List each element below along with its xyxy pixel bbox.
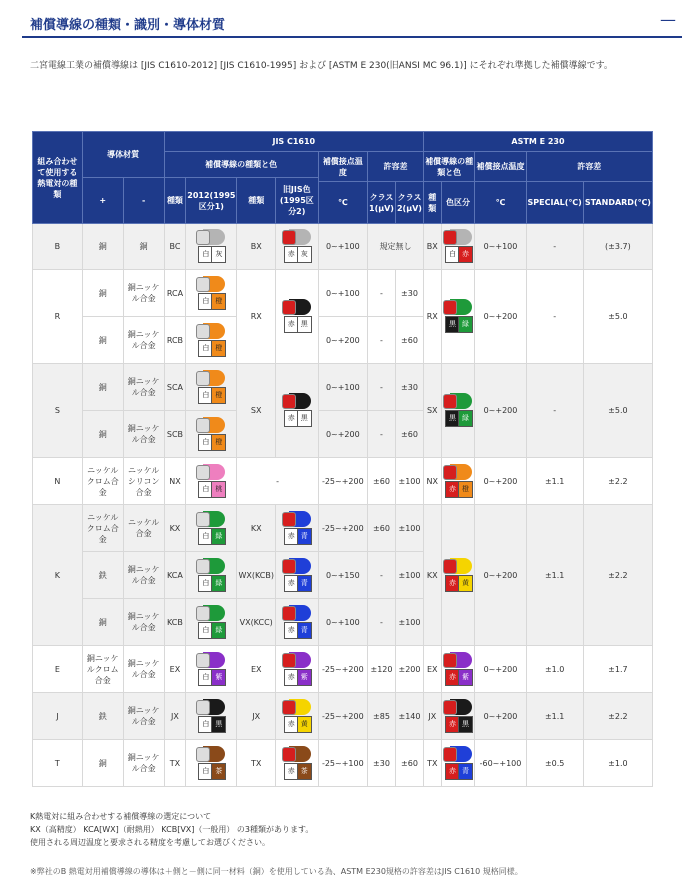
plus-material: ニッケルクロム合金: [82, 458, 123, 505]
plus-material: 銅: [82, 364, 123, 411]
tc-type: E: [33, 646, 83, 693]
jis-temp: -25~+200: [318, 693, 367, 740]
astm-special: ±1.0: [526, 646, 583, 693]
jis-tolerance: 規定無し: [368, 224, 424, 270]
section-title: 補償導線の種類・識別・導体材質: [30, 18, 226, 33]
jis-type-old: -: [237, 458, 318, 505]
jis-temp: 0~+150: [318, 552, 367, 599]
jis-class1: -: [368, 552, 396, 599]
wire-swatch-yellow: 赤 黄: [282, 699, 312, 734]
astm-standard: ±5.0: [583, 270, 652, 364]
wire-swatch-astm-t: 赤 青: [443, 746, 473, 781]
jis-type-old: RX: [237, 270, 276, 364]
wire-swatch-purple: 白 紫: [196, 652, 226, 687]
wire-swatch-blue: 赤 青: [282, 605, 312, 640]
jis-class2: ±60: [395, 317, 423, 364]
astm-special: -: [526, 270, 583, 364]
header-astm-type: 種類: [423, 182, 441, 224]
tc-type: B: [33, 224, 83, 270]
jis-class2: ±30: [395, 270, 423, 317]
jis-class2: ±140: [395, 693, 423, 740]
header-standard: STANDARD(℃): [583, 182, 652, 224]
astm-standard: ±5.0: [583, 364, 652, 458]
jis-type-2012: SCA: [164, 364, 186, 411]
jis-temp: 0~+200: [318, 411, 367, 458]
header-astm: ASTM E 230: [423, 132, 652, 152]
plus-material: 銅: [82, 224, 123, 270]
header-jis-type-color: 補償導線の種類と色: [164, 152, 318, 178]
astm-type: NX: [423, 458, 441, 505]
astm-special: ±1.1: [526, 693, 583, 740]
astm-standard: (±3.7): [583, 224, 652, 270]
header-special: SPECIAL(℃): [526, 182, 583, 224]
wire-swatch-green: 白 緑: [196, 511, 226, 546]
astm-special: ±1.1: [526, 458, 583, 505]
jis-temp: -25~+200: [318, 646, 367, 693]
minus-material: 銅: [123, 224, 164, 270]
jis-class2: ±100: [395, 458, 423, 505]
jis-type-2012: RCA: [164, 270, 186, 317]
jis-type-2012: JX: [164, 693, 186, 740]
jis-temp: -25~+200: [318, 505, 367, 552]
jis-type-2012: KCB: [164, 599, 186, 646]
wire-swatch-orange: 白 橙: [196, 276, 226, 311]
plus-material: 銅ニッケルクロム合金: [82, 646, 123, 693]
jis-type-2012: NX: [164, 458, 186, 505]
jis-class2: ±100: [395, 505, 423, 552]
wire-swatch-astm-r: 黒 緑: [443, 299, 473, 334]
plus-material: 銅: [82, 270, 123, 317]
tc-type: K: [33, 505, 83, 646]
wire-swatch-astm-e: 赤 紫: [443, 652, 473, 687]
minus-material: 銅ニッケル合金: [123, 740, 164, 787]
plus-material: 銅: [82, 317, 123, 364]
minus-material: ニッケル合金: [123, 505, 164, 552]
minus-material: 銅ニッケル合金: [123, 599, 164, 646]
header-astm-celsius: ℃: [475, 182, 526, 224]
wire-swatch-orange: 白 橙: [196, 370, 226, 405]
jis-temp: 0~+200: [318, 317, 367, 364]
minus-material: 銅ニッケル合金: [123, 552, 164, 599]
notes: [30, 810, 670, 849]
header-jis-tolerance: 許容差: [368, 152, 424, 182]
minus-material: 銅ニッケル合金: [123, 270, 164, 317]
minus-material: 銅ニッケル合金: [123, 693, 164, 740]
header-jis-temp: 補償接点温度: [318, 152, 367, 182]
astm-type: BX: [423, 224, 441, 270]
jis-type-2012: RCB: [164, 317, 186, 364]
header-conductor: 導体材質: [82, 132, 164, 178]
plus-material: 鉄: [82, 552, 123, 599]
wire-swatch-astm-b: 白 赤: [443, 229, 473, 264]
footnote: ※弊社のB 熱電対用補償導線の導体は＋側と－側に同一材料（銅）を使用している為、ASTM E230規格の許容差はJIS C1610 規格同様。: [30, 867, 523, 876]
plus-material: 銅: [82, 740, 123, 787]
table-row-s1: [33, 364, 653, 411]
astm-temp: -60~+100: [475, 740, 526, 787]
astm-type: KX: [423, 505, 441, 646]
collapse-icon[interactable]: —: [660, 10, 676, 29]
wire-swatch-astm-k: 赤 黄: [443, 558, 473, 593]
header-astm-temp: 補償接点温度: [475, 152, 526, 182]
minus-material: 銅ニッケル合金: [123, 364, 164, 411]
astm-type: SX: [423, 364, 441, 458]
wire-swatch-black: 赤 黒: [282, 299, 312, 334]
astm-standard: ±1.0: [583, 740, 652, 787]
jis-class2: ±60: [395, 740, 423, 787]
jis-temp: -25~+200: [318, 458, 367, 505]
wire-swatch-brown-old: 赤 茶: [282, 746, 312, 781]
wire-swatch-astm-j: 赤 黒: [443, 699, 473, 734]
table-row-e: [33, 646, 653, 693]
table-row-t: [33, 740, 653, 787]
intro-text: 二宮電線工業の補償導線は [JIS C1610-2012] [JIS C1610-1995] および [ASTM E 230(旧ANSI MC 96.1)] にそれぞれ準拠した補償導線です。: [30, 61, 613, 71]
plus-material: 鉄: [82, 693, 123, 740]
tc-type: S: [33, 364, 83, 458]
jis-class1: ±60: [368, 458, 396, 505]
jis-temp: 0~+100: [318, 224, 367, 270]
astm-type: EX: [423, 646, 441, 693]
jis-type-2012: KX: [164, 505, 186, 552]
note-line-1: K熱電対に組み合わせする補償導線の選定について: [30, 812, 212, 821]
jis-class1: ±85: [368, 693, 396, 740]
astm-special: ±1.1: [526, 505, 583, 646]
minus-material: 銅ニッケル合金: [123, 317, 164, 364]
header-plus: +: [82, 178, 123, 224]
header-astm-type-color: 補償導線の種類と色: [423, 152, 474, 182]
section-header[interactable]: [22, 8, 682, 38]
jis-class1: ±60: [368, 505, 396, 552]
table-row-n: [33, 458, 653, 505]
jis-type-old: BX: [237, 224, 276, 270]
header-combo: 組み合わせて使用する熱電対の種類: [33, 132, 83, 224]
astm-standard: ±1.7: [583, 646, 652, 693]
header-old-jis-color: 旧JIS色(1995区分2): [275, 178, 318, 224]
jis-type-2012: SCB: [164, 411, 186, 458]
wire-swatch-green: 白 緑: [196, 605, 226, 640]
astm-special: -: [526, 364, 583, 458]
wire-swatch-orange: 白 橙: [196, 417, 226, 452]
note-line-2: KX（高精度） KCA[WX]（耐熱用） KCB[VX]（一般用） の3種類があります。: [30, 825, 314, 834]
astm-temp: 0~+200: [475, 505, 526, 646]
jis-type-old: JX: [237, 693, 276, 740]
jis-class1: -: [368, 599, 396, 646]
astm-temp: 0~+100: [475, 224, 526, 270]
jis-temp: 0~+100: [318, 599, 367, 646]
wire-swatch-astm-s: 黒 緑: [443, 393, 473, 428]
table-row-j: [33, 693, 653, 740]
header-class1: クラス1(μV): [368, 182, 396, 224]
wire-swatch-blue: 赤 青: [282, 558, 312, 593]
minus-material: ニッケルシリコン合金: [123, 458, 164, 505]
jis-type-2012: BC: [164, 224, 186, 270]
jis-type-old: VX(KCC): [237, 599, 276, 646]
header-minus: -: [123, 178, 164, 224]
jis-temp: 0~+100: [318, 364, 367, 411]
jis-temp: 0~+100: [318, 270, 367, 317]
plus-material: 銅: [82, 599, 123, 646]
astm-temp: 0~+200: [475, 458, 526, 505]
jis-class1: -: [368, 364, 396, 411]
jis-type-old: TX: [237, 740, 276, 787]
minus-material: 銅ニッケル合金: [123, 411, 164, 458]
astm-special: ±0.5: [526, 740, 583, 787]
wire-swatch-astm-n: 赤 橙: [443, 464, 473, 499]
wire-swatch-black: 赤 黒: [282, 393, 312, 428]
astm-standard: ±2.2: [583, 458, 652, 505]
jis-class1: -: [368, 411, 396, 458]
header-color-div: 色区分: [441, 182, 475, 224]
jis-class2: ±60: [395, 411, 423, 458]
astm-standard: ±2.2: [583, 505, 652, 646]
jis-type-old: WX(KCB): [237, 552, 276, 599]
wire-swatch-blue: 赤 青: [282, 511, 312, 546]
astm-temp: 0~+200: [475, 364, 526, 458]
jis-class2: ±30: [395, 364, 423, 411]
wire-swatch-grey-old: 赤 灰: [282, 229, 312, 264]
plus-material: 銅: [82, 411, 123, 458]
wire-swatch-green: 白 緑: [196, 558, 226, 593]
jis-class1: ±120: [368, 646, 396, 693]
astm-type: TX: [423, 740, 441, 787]
wire-swatch-brown: 白 茶: [196, 746, 226, 781]
jis-class1: ±30: [368, 740, 396, 787]
jis-type-2012: KCA: [164, 552, 186, 599]
jis-temp: -25~+100: [318, 740, 367, 787]
astm-temp: 0~+200: [475, 693, 526, 740]
wire-swatch-pink: 白 桃: [196, 464, 226, 499]
jis-type-old: KX: [237, 505, 276, 552]
tc-type: R: [33, 270, 83, 364]
header-jis-type-old: 種類: [237, 178, 276, 224]
tc-type: T: [33, 740, 83, 787]
header-astm-tolerance: 許容差: [526, 152, 652, 182]
header-jis-celsius: ℃: [318, 182, 367, 224]
wire-swatch-black-j: 白 黒: [196, 699, 226, 734]
header-2012: 2012(1995区分1): [186, 178, 237, 224]
jis-class2: ±100: [395, 552, 423, 599]
wire-swatch-purple-old: 赤 紫: [282, 652, 312, 687]
jis-type-2012: TX: [164, 740, 186, 787]
astm-special: -: [526, 224, 583, 270]
astm-temp: 0~+200: [475, 270, 526, 364]
table-row-k1: [33, 505, 653, 552]
astm-temp: 0~+200: [475, 646, 526, 693]
compensating-cable-table: [32, 131, 653, 787]
header-class2: クラス2(μV): [395, 182, 423, 224]
jis-class1: -: [368, 317, 396, 364]
note-line-3: 使用される周辺温度と要求される精度を考慮してお選びください。: [30, 838, 270, 847]
plus-material: ニッケルクロム合金: [82, 505, 123, 552]
wire-swatch-grey: 白 灰: [196, 229, 226, 264]
header-jis-type-2012: 種類: [164, 178, 186, 224]
jis-type-2012: EX: [164, 646, 186, 693]
table-row-r1: [33, 270, 653, 317]
wire-swatch-orange: 白 橙: [196, 323, 226, 358]
tc-type: J: [33, 693, 83, 740]
jis-type-old: EX: [237, 646, 276, 693]
jis-class2: ±200: [395, 646, 423, 693]
table-row-b: [33, 224, 653, 270]
tc-type: N: [33, 458, 83, 505]
astm-standard: ±2.2: [583, 693, 652, 740]
astm-type: RX: [423, 270, 441, 364]
jis-class1: -: [368, 270, 396, 317]
astm-type: JX: [423, 693, 441, 740]
minus-material: 銅ニッケル合金: [123, 646, 164, 693]
jis-type-old: SX: [237, 364, 276, 458]
header-jis: JIS C1610: [164, 132, 423, 152]
jis-class2: ±100: [395, 599, 423, 646]
